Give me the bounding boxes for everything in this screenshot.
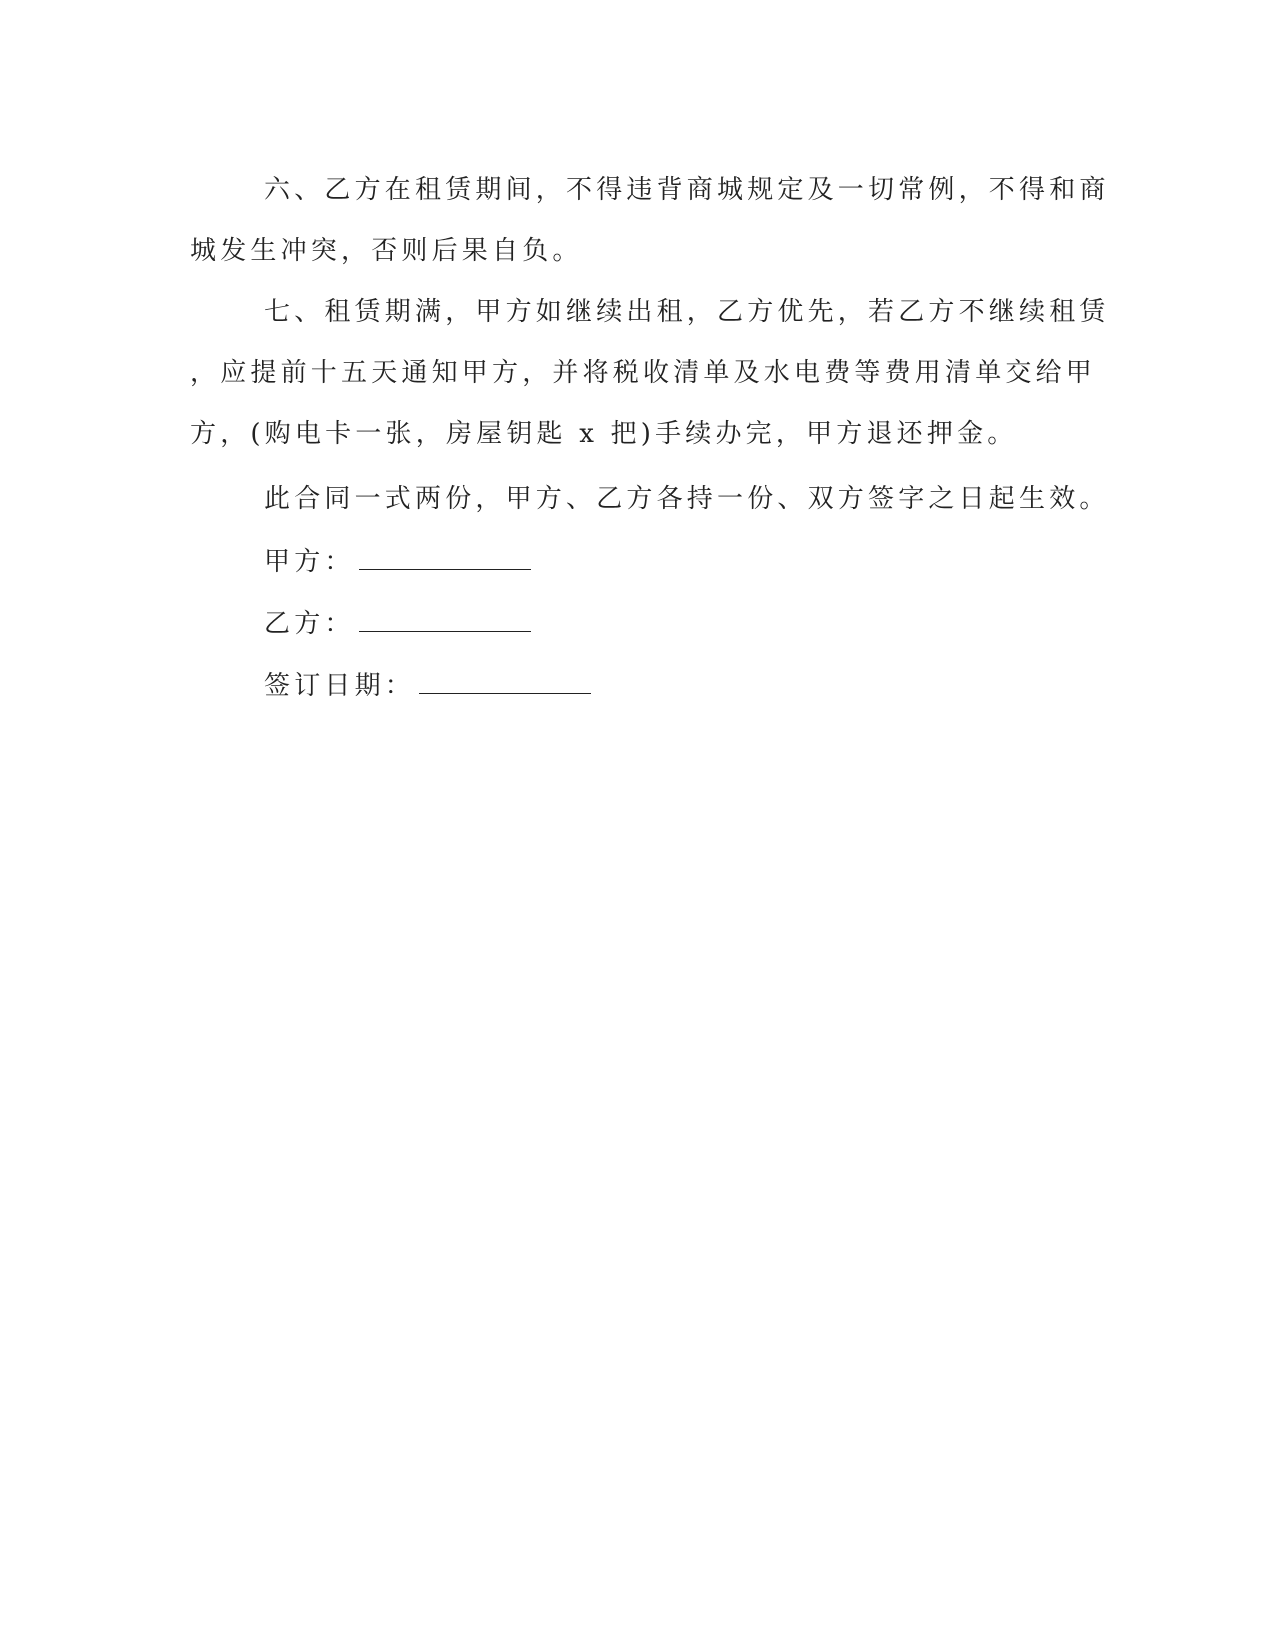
party-a-signature-row <box>264 545 531 578</box>
clause-6-line-1: 六、乙方在租赁期间，不得违背商城规定及一切常例，不得和商 <box>264 175 1110 205</box>
clause-7-line-3: 方，(购电卡一张，房屋钥匙 x 把)手续办完，甲方退还押金。 <box>190 419 1018 449</box>
signing-date-line <box>419 669 591 694</box>
clause-7-line-1: 七、租赁期满，甲方如继续出租，乙方优先，若乙方不继续租赁 <box>264 297 1110 327</box>
party-b-label: 乙方： <box>264 609 355 639</box>
closing-statement: 此合同一式两份，甲方、乙方各持一份、双方签字之日起生效。 <box>264 484 1110 514</box>
signing-date-row <box>264 669 591 702</box>
party-b-signature-line <box>359 607 531 632</box>
clause-7-line-2: ，应提前十五天通知甲方，并将税收清单及水电费等费用清单交给甲 <box>190 358 1097 388</box>
party-a-label: 甲方： <box>264 547 355 577</box>
signing-date-label: 签订日期： <box>264 671 416 701</box>
clause-6-line-2: 城发生冲突，否则后果自负。 <box>190 236 583 266</box>
party-a-signature-line <box>359 545 531 570</box>
party-b-signature-row <box>264 607 531 640</box>
